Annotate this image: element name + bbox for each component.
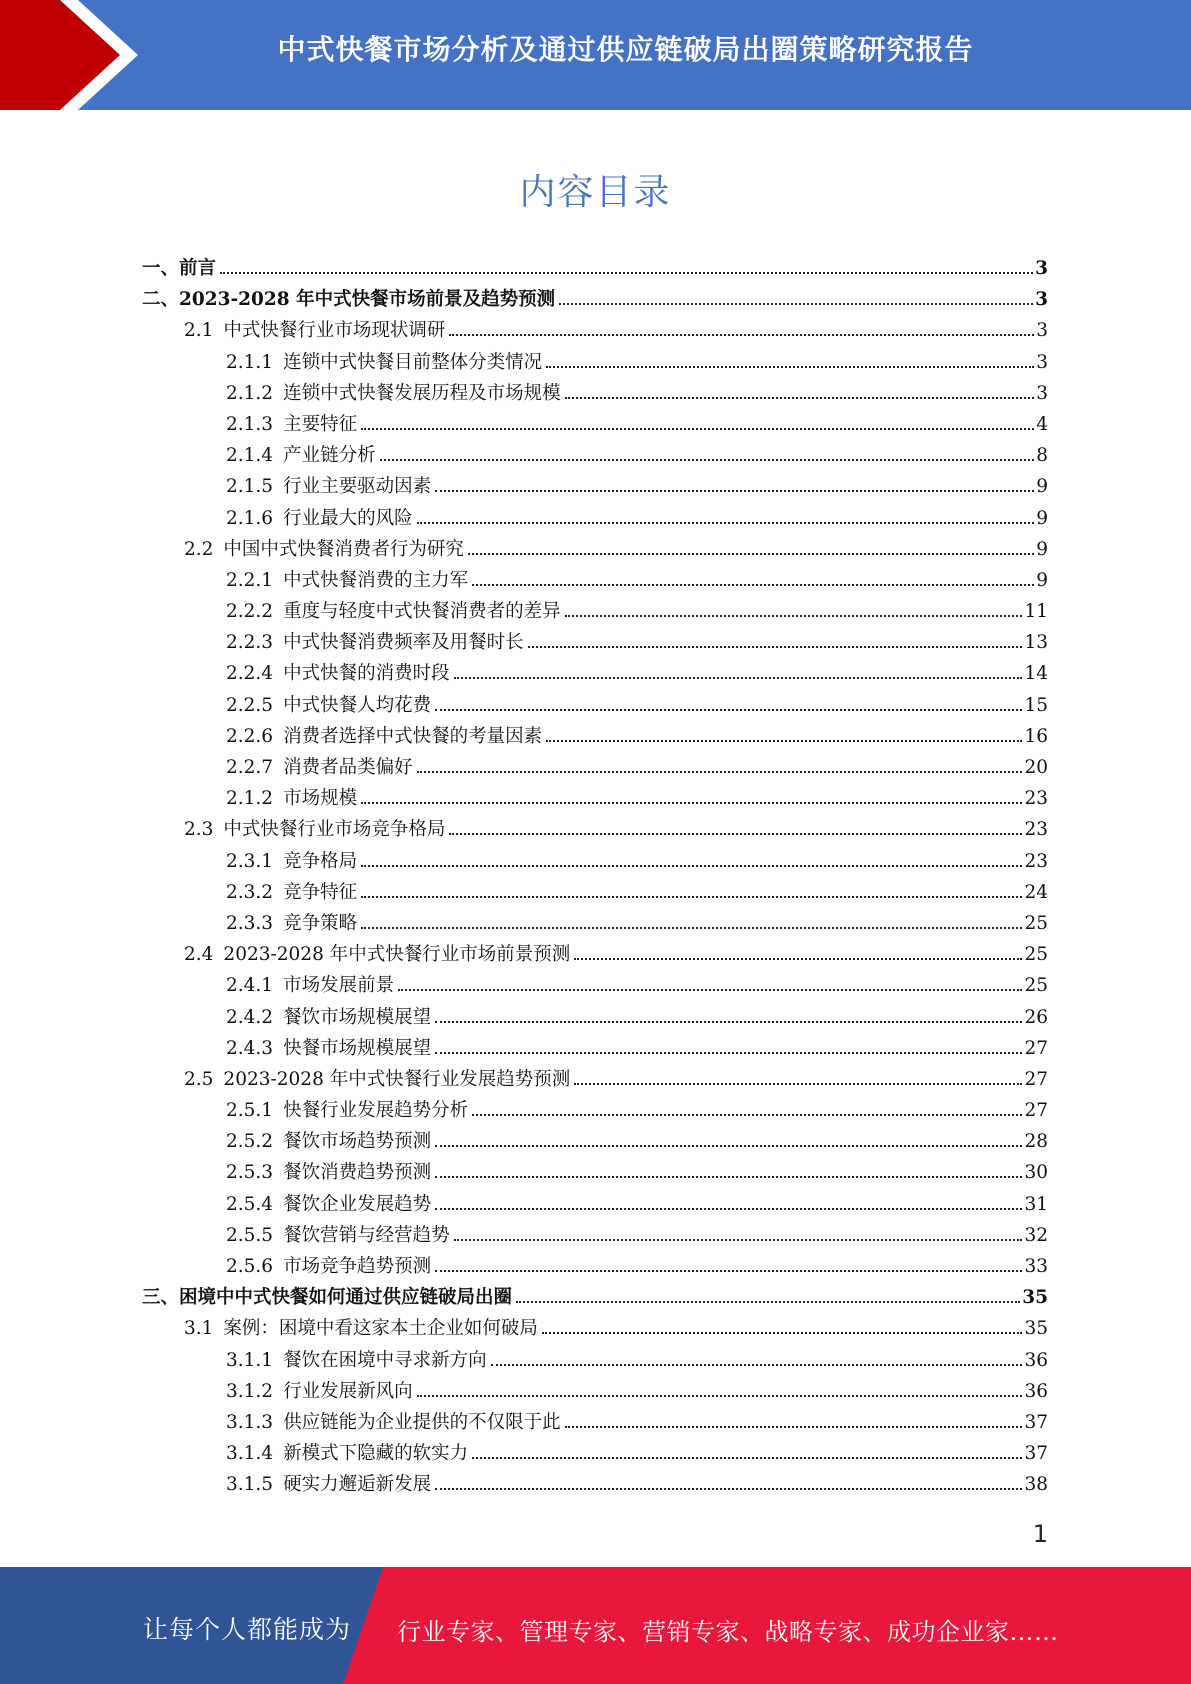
toc-entry-page: 31 bbox=[1024, 1193, 1048, 1215]
toc-entry[interactable] bbox=[142, 1065, 1048, 1096]
toc-entry-number: 2.3.2 bbox=[226, 881, 274, 903]
toc-entry-number: 2.4.1 bbox=[226, 975, 274, 997]
toc-dot-leader bbox=[361, 927, 1022, 929]
toc-entry-page: 11 bbox=[1024, 601, 1048, 623]
toc-dot-leader bbox=[435, 1488, 1022, 1490]
toc-entry-label: 新模式下隐藏的软实力 bbox=[283, 1443, 469, 1465]
toc-entry-number: 2.4.3 bbox=[226, 1037, 274, 1059]
toc-entry-number: 3.1 bbox=[184, 1318, 214, 1340]
toc-entry-label: 消费者选择中式快餐的考量因素 bbox=[283, 725, 543, 747]
toc-dot-leader bbox=[491, 1364, 1023, 1366]
toc-dot-leader bbox=[516, 1301, 1020, 1303]
toc-entry-label: 快餐市场规模展望 bbox=[283, 1037, 432, 1059]
toc-entry-page: 13 bbox=[1024, 632, 1048, 654]
toc-entry-label: 中式快餐行业市场现状调研 bbox=[223, 320, 446, 342]
toc-dot-leader bbox=[435, 1145, 1022, 1147]
toc-entry-number: 2.1.2 bbox=[226, 382, 274, 404]
toc-dot-leader bbox=[435, 1021, 1022, 1023]
toc-entry-page: 23 bbox=[1024, 788, 1048, 810]
toc-entry-label: 餐饮营销与经营趋势 bbox=[283, 1224, 450, 1246]
toc-entry-label: 竞争策略 bbox=[283, 912, 358, 934]
toc-entry-number: 2.2.7 bbox=[226, 757, 274, 778]
toc-entry[interactable] bbox=[142, 1252, 1048, 1283]
toc-dot-leader bbox=[435, 709, 1022, 711]
toc-entry[interactable] bbox=[142, 1283, 1048, 1314]
toc-entry[interactable] bbox=[142, 1034, 1048, 1065]
toc-entry-number: 3.1.1 bbox=[226, 1349, 274, 1371]
toc-dot-leader bbox=[361, 802, 1022, 804]
toc-entry-page: 25 bbox=[1024, 975, 1048, 997]
toc-entry-page: 36 bbox=[1024, 1349, 1048, 1371]
toc-entry-page: 26 bbox=[1024, 1006, 1048, 1028]
toc-entry-number: 2.2.2 bbox=[226, 601, 274, 623]
toc-dot-leader bbox=[449, 334, 1034, 336]
toc-entry-label: 2023-2028 年中式快餐行业发展趋势预测 bbox=[223, 1068, 571, 1090]
toc-entry-page: 33 bbox=[1024, 1256, 1048, 1277]
toc-entry-label: 困境中中式快餐如何通过供应链破局出圈 bbox=[179, 1287, 513, 1309]
toc-entry-number: 2.2.1 bbox=[226, 569, 274, 591]
toc-entry-page: 28 bbox=[1024, 1131, 1048, 1153]
toc-dot-leader bbox=[546, 366, 1034, 368]
toc-entry-label: 市场规模 bbox=[283, 788, 358, 810]
toc-entry-page: 3 bbox=[1036, 351, 1048, 373]
toc-entry[interactable] bbox=[142, 1439, 1048, 1470]
toc-dot-leader bbox=[565, 615, 1023, 617]
toc-entry-number: 2.2.3 bbox=[226, 632, 274, 654]
toc-entry-label: 餐饮消费趋势预测 bbox=[283, 1162, 432, 1184]
toc-entry-number: 3.1.2 bbox=[226, 1380, 274, 1402]
toc-entry-label: 餐饮市场规模展望 bbox=[283, 1006, 432, 1028]
toc-entry-label: 行业发展新风向 bbox=[283, 1380, 413, 1402]
toc-entry-number: 2.1.5 bbox=[226, 476, 274, 498]
toc-dot-leader bbox=[546, 740, 1022, 742]
toc-entry-label: 餐饮在困境中寻求新方向 bbox=[283, 1349, 487, 1371]
toc-entry-page: 27 bbox=[1024, 1037, 1048, 1059]
toc-entry[interactable] bbox=[142, 316, 1048, 347]
toc-entry-page: 24 bbox=[1024, 881, 1048, 903]
toc-entry-label: 行业最大的风险 bbox=[283, 507, 413, 529]
toc-entry[interactable] bbox=[142, 1346, 1048, 1377]
toc-entry-label: 消费者品类偏好 bbox=[283, 757, 413, 778]
toc-entry-page: 16 bbox=[1024, 725, 1048, 747]
toc-entry[interactable] bbox=[142, 441, 1048, 472]
toc-dot-leader bbox=[220, 272, 1033, 274]
toc-entry[interactable] bbox=[142, 909, 1048, 940]
toc-entry-page: 9 bbox=[1036, 507, 1048, 529]
toc-entry-label: 市场发展前景 bbox=[283, 975, 395, 997]
toc-dot-leader bbox=[435, 1270, 1022, 1272]
toc-dot-leader bbox=[559, 303, 1033, 305]
toc-entry-page: 3 bbox=[1036, 320, 1048, 342]
toc-entry-label: 连锁中式快餐目前整体分类情况 bbox=[283, 351, 543, 373]
toc-entry[interactable] bbox=[142, 254, 1048, 285]
toc-dot-leader bbox=[417, 522, 1035, 524]
toc-entry-page: 35 bbox=[1024, 1318, 1048, 1340]
toc-dot-leader bbox=[468, 553, 1034, 555]
toc-entry-label: 供应链能为企业提供的不仅限于此 bbox=[283, 1411, 561, 1433]
toc-entry-number: 3.1.4 bbox=[226, 1443, 274, 1465]
toc-entry[interactable] bbox=[142, 504, 1048, 535]
toc-dot-leader bbox=[435, 1052, 1022, 1054]
toc-entry-number: 2.3 bbox=[184, 819, 214, 841]
toc-entry-page: 4 bbox=[1036, 413, 1048, 435]
footer-slogan-left: 让每个人都能成为 bbox=[143, 1615, 352, 1644]
toc-entry-page: 32 bbox=[1024, 1224, 1048, 1246]
toc-entry[interactable] bbox=[142, 971, 1048, 1002]
toc-entry-number: 2.5.6 bbox=[226, 1256, 274, 1277]
toc-entry-page: 23 bbox=[1024, 850, 1048, 872]
toc-entry[interactable] bbox=[142, 722, 1048, 753]
toc-entry[interactable] bbox=[142, 285, 1048, 316]
header-title: 中式快餐市场分析及通过供应链破局出圈策略研究报告 bbox=[277, 33, 974, 66]
toc-dot-leader bbox=[454, 677, 1023, 679]
toc-entry-label: 市场竞争趋势预测 bbox=[283, 1256, 432, 1277]
toc-entry-label: 行业主要驱动因素 bbox=[283, 476, 432, 498]
toc-entry-label: 案例：困境中看这家本土企业如何破局 bbox=[223, 1318, 538, 1340]
toc-dot-leader bbox=[435, 1176, 1022, 1178]
toc-dot-leader bbox=[449, 833, 1022, 835]
toc-entry-number: 2.1.3 bbox=[226, 413, 274, 435]
toc-dot-leader bbox=[435, 1208, 1022, 1210]
footer-banner bbox=[0, 1567, 1191, 1684]
toc-dot-leader bbox=[398, 989, 1022, 991]
toc-entry[interactable] bbox=[142, 566, 1048, 597]
toc-entry-label: 2023-2028 年中式快餐行业市场前景预测 bbox=[223, 944, 571, 966]
toc-entry-label: 前言 bbox=[179, 258, 217, 279]
toc-entry-label: 中国中式快餐消费者行为研究 bbox=[223, 538, 464, 560]
toc-entry-number: 一、 bbox=[142, 258, 180, 279]
toc-entry-number: 3.1.5 bbox=[226, 1474, 274, 1496]
toc-entry[interactable] bbox=[142, 815, 1048, 846]
toc-dot-leader bbox=[542, 1332, 1023, 1334]
toc-entry[interactable] bbox=[142, 472, 1048, 503]
toc-entry-label: 2023-2028 年中式快餐市场前景及趋势预测 bbox=[179, 289, 556, 311]
toc-entry-number: 2.5.5 bbox=[226, 1224, 274, 1246]
toc-entry[interactable] bbox=[142, 1127, 1048, 1158]
toc-dot-leader bbox=[574, 958, 1022, 960]
toc-entry-page: 37 bbox=[1024, 1411, 1048, 1433]
toc-entry-label: 中式快餐消费的主力军 bbox=[283, 569, 469, 591]
toc-entry-label: 中式快餐人均花费 bbox=[283, 694, 432, 716]
toc-entry-number: 2.1.1 bbox=[226, 351, 274, 373]
toc-entry[interactable] bbox=[142, 535, 1048, 566]
toc-entry-page: 25 bbox=[1024, 912, 1048, 934]
toc-entry[interactable] bbox=[142, 878, 1048, 909]
toc-entry-label: 主要特征 bbox=[283, 413, 358, 435]
toc-entry-number: 2.2 bbox=[184, 538, 214, 560]
toc-entry-label: 中式快餐行业市场竞争格局 bbox=[223, 819, 446, 841]
toc-entry-number: 2.5.4 bbox=[226, 1193, 274, 1215]
toc-dot-leader bbox=[472, 1114, 1022, 1116]
toc-entry-page: 20 bbox=[1024, 757, 1048, 778]
toc-entry[interactable] bbox=[142, 597, 1048, 628]
toc-entry-number: 2.5.1 bbox=[226, 1100, 274, 1122]
toc-entry-number: 二、 bbox=[142, 289, 180, 311]
toc-entry-label: 中式快餐消费频率及用餐时长 bbox=[283, 632, 524, 654]
toc-entry-number: 2.1.6 bbox=[226, 507, 274, 529]
toc-dot-leader bbox=[417, 771, 1023, 773]
toc-entry-page: 23 bbox=[1024, 819, 1048, 841]
toc-dot-leader bbox=[361, 428, 1034, 430]
toc-entry-number: 2.3.3 bbox=[226, 912, 274, 934]
toc-entry-page: 27 bbox=[1024, 1068, 1048, 1090]
toc-entry-number: 2.1.2 bbox=[226, 788, 274, 810]
toc-entry-number: 2.5.3 bbox=[226, 1162, 274, 1184]
toc-entry[interactable] bbox=[142, 1377, 1048, 1408]
toc-entry-page: 38 bbox=[1024, 1474, 1048, 1496]
toc-entry-label: 产业链分析 bbox=[283, 445, 376, 467]
toc-dot-leader bbox=[361, 896, 1022, 898]
toc-dot-leader bbox=[472, 1457, 1022, 1459]
footer-slogan-right: 行业专家、管理专家、营销专家、战略专家、成功企业家…… bbox=[397, 1618, 1059, 1646]
toc-dot-leader bbox=[565, 1426, 1023, 1428]
toc-entry[interactable] bbox=[142, 379, 1048, 410]
toc-entry-page: 36 bbox=[1024, 1380, 1048, 1402]
toc-entry-page: 35 bbox=[1022, 1287, 1048, 1309]
toc-dot-leader bbox=[528, 646, 1023, 648]
toc-entry-number: 2.2.5 bbox=[226, 694, 274, 716]
toc-entry[interactable] bbox=[142, 1158, 1048, 1189]
toc-entry[interactable] bbox=[142, 847, 1048, 878]
toc-entry-number: 2.4 bbox=[184, 944, 214, 966]
toc-entry-number: 三、 bbox=[142, 1287, 180, 1309]
toc-dot-leader bbox=[435, 490, 1034, 492]
toc-entry[interactable] bbox=[142, 1190, 1048, 1221]
toc-entry[interactable] bbox=[142, 628, 1048, 659]
toc-entry-page: 8 bbox=[1036, 445, 1048, 467]
toc-entry-page: 25 bbox=[1024, 944, 1048, 966]
toc-dot-leader bbox=[565, 397, 1035, 399]
page-number: 1 bbox=[1032, 1520, 1048, 1548]
toc-entry[interactable] bbox=[142, 1221, 1048, 1252]
toc-entry-label: 硬实力邂逅新发展 bbox=[283, 1474, 432, 1496]
toc-entry-number: 3.1.3 bbox=[226, 1411, 274, 1433]
header-banner bbox=[0, 0, 1191, 110]
toc-entry-label: 餐饮市场趋势预测 bbox=[283, 1131, 432, 1153]
toc-entry-number: 2.5 bbox=[184, 1068, 214, 1090]
toc-entry-number: 2.4.2 bbox=[226, 1006, 274, 1028]
toc-entry-page: 9 bbox=[1036, 476, 1048, 498]
toc-entry-page: 9 bbox=[1036, 569, 1048, 591]
toc-entry-number: 2.2.6 bbox=[226, 725, 274, 747]
table-of-contents bbox=[142, 254, 1048, 1502]
toc-entry[interactable] bbox=[142, 348, 1048, 379]
toc-entry-label: 中式快餐的消费时段 bbox=[283, 663, 450, 685]
toc-entry-label: 重度与轻度中式快餐消费者的差异 bbox=[283, 601, 561, 623]
toc-entry-page: 37 bbox=[1024, 1443, 1048, 1465]
toc-entry-number: 2.1.4 bbox=[226, 445, 274, 467]
toc-entry[interactable] bbox=[142, 1096, 1048, 1127]
toc-dot-leader bbox=[472, 584, 1034, 586]
toc-entry-page: 27 bbox=[1024, 1100, 1048, 1122]
toc-entry-page: 3 bbox=[1035, 258, 1048, 279]
toc-dot-leader bbox=[574, 1083, 1022, 1085]
toc-entry-number: 2.5.2 bbox=[226, 1131, 274, 1153]
toc-dot-leader bbox=[417, 1395, 1023, 1397]
toc-entry-page: 3 bbox=[1036, 382, 1048, 404]
toc-entry[interactable] bbox=[142, 1408, 1048, 1439]
header-chevron-icon bbox=[0, 0, 160, 110]
toc-entry[interactable] bbox=[142, 1470, 1048, 1501]
toc-entry-label: 竞争特征 bbox=[283, 881, 358, 903]
toc-entry-number: 2.3.1 bbox=[226, 850, 274, 872]
toc-dot-leader bbox=[380, 459, 1035, 461]
toc-entry-page: 9 bbox=[1036, 538, 1048, 560]
toc-dot-leader bbox=[361, 865, 1022, 867]
toc-entry-number: 2.1 bbox=[184, 320, 214, 342]
toc-entry-page: 30 bbox=[1024, 1162, 1048, 1184]
toc-dot-leader bbox=[454, 1239, 1023, 1241]
toc-entry-number: 2.2.4 bbox=[226, 663, 274, 685]
toc-entry[interactable] bbox=[142, 1314, 1048, 1345]
toc-entry-label: 快餐行业发展趋势分析 bbox=[283, 1100, 469, 1122]
toc-entry[interactable] bbox=[142, 691, 1048, 722]
toc-entry[interactable] bbox=[142, 410, 1048, 441]
toc-entry-page: 3 bbox=[1035, 289, 1048, 311]
toc-entry-label: 餐饮企业发展趋势 bbox=[283, 1193, 432, 1215]
toc-title: 内容目录 bbox=[519, 172, 672, 213]
toc-entry[interactable] bbox=[142, 784, 1048, 815]
toc-entry[interactable] bbox=[142, 940, 1048, 971]
toc-entry[interactable] bbox=[142, 1003, 1048, 1034]
toc-entry[interactable] bbox=[142, 659, 1048, 690]
toc-entry-label: 竞争格局 bbox=[283, 850, 358, 872]
toc-entry[interactable] bbox=[142, 753, 1048, 784]
toc-entry-page: 14 bbox=[1024, 663, 1048, 685]
toc-entry-page: 15 bbox=[1024, 694, 1048, 716]
toc-entry-label: 连锁中式快餐发展历程及市场规模 bbox=[283, 382, 561, 404]
